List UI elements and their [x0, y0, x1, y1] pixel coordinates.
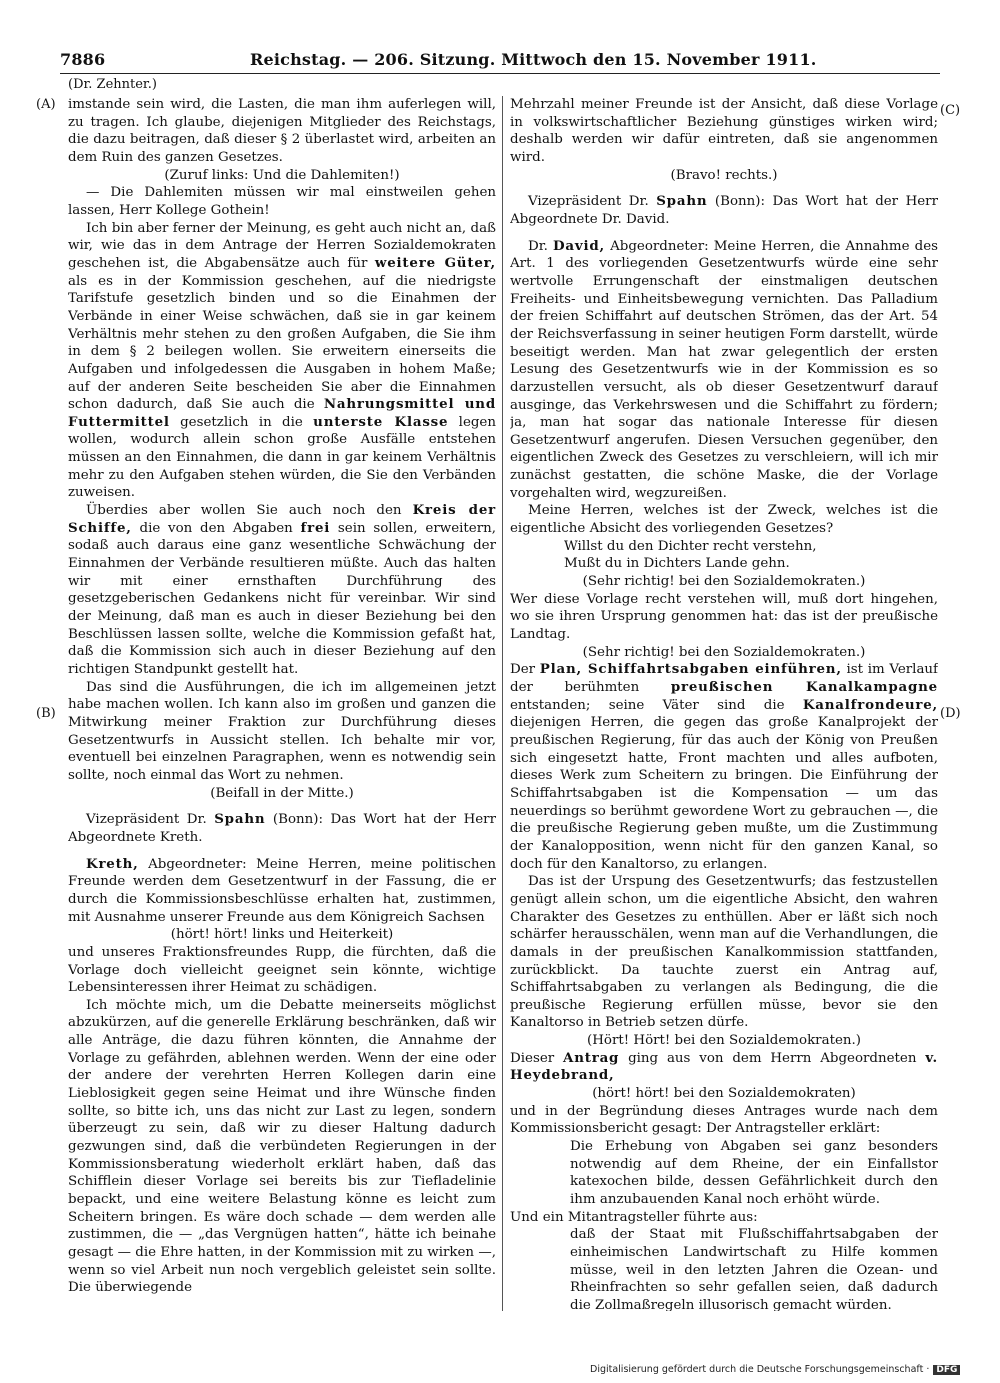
emphasis: preußischen Kanalkampagne	[670, 679, 938, 695]
speaker-name: Spahn	[656, 193, 708, 210]
verse-line: Willst du den Dichter recht verstehn,	[564, 538, 817, 554]
speaker-name: Kreth,	[86, 855, 139, 872]
emphasis: Kanalfrondeure,	[802, 696, 938, 713]
page-number: 7886	[60, 50, 106, 69]
left-column	[68, 96, 496, 1311]
emphasis: v. Heydebrand,	[510, 1049, 938, 1084]
paragraph: Dieser Antrag ging aus von dem Herrn Abgeordneten v. Heydebrand,	[510, 1049, 938, 1084]
speaker-continued: (Dr. Zehnter.)	[68, 77, 157, 92]
interjection: (Beifall in der Mitte.)	[210, 785, 354, 801]
margin-marker-d: (D)	[940, 706, 961, 721]
footer-credit	[590, 1364, 958, 1380]
emphasis: Nahrungsmittel und Futtermittel	[68, 396, 496, 430]
paragraph: imstande sein wird, die Lasten, die man ihm auferlegen will, zu tragen. Ich glaube, diejenigen Mitglieder des Reichstags, die dazu beitragen, daß dieser § 2 überlastet wird, arbeiten an dem Ruin des ganzen Gesetzes.	[68, 97, 496, 165]
verse-line: Mußt du in Dichters Lande gehn.	[564, 556, 790, 572]
margin-marker-c: (C)	[940, 103, 961, 118]
paragraph: Der Plan, Schiffahrtsabgaben einführen, ist im Verlauf der berühmten preußischen Kanalkampagne entstanden; seine Väter sind die Kanalfrondeure, diejenigen Herren, die gegen das große Kanalprojekt der preußischen Regierung, für das auch der König von Preußen sich eingesetzt hatte, Front machten und alles aufboten, dieses Werk zum Scheitern zu bringen. Die Einführung der Schiffahrtsabgaben ist die Kompensation — um das neuerdings so berühmt gewordene Wort zu gebrauchen —, die die preußische Regierung geben mußte, um die Zustimmung der Kanalopposition, wenn nicht für den ganzen Kanal, so doch für den Kanaltorso, zu erlangen.	[510, 661, 938, 872]
interjection: (Hört! Hört! bei den Sozialdemokraten.)	[587, 1033, 861, 1049]
speaker-name: Spahn	[214, 811, 266, 828]
header-rule	[60, 73, 940, 74]
column-divider	[502, 96, 503, 1311]
paragraph: Und ein Mitantragsteller führte aus:	[510, 1209, 758, 1225]
paragraph: Das sind die Ausführungen, die ich im allgemeinen jetzt habe machen wollen. Ich kann also im großen und ganzen die Mitwirkung meiner Fraktion zur Durchführung dieses Gesetzentwurfs in Aussicht stellen. Ich behalte mir vor, eventuell bei einzelnen Paragraphen, wenn es notwendig sein sollte, noch einmal das Wort zu nehmen.	[68, 679, 496, 783]
interjection: (Zuruf links: Und die Dahlemiten!)	[164, 167, 400, 183]
paragraph: Ich möchte mich, um die Debatte meinerseits möglichst abzukürzen, auf die generelle Erklärung beschränken, daß wir alle Anträge, die dazu führen könnten, die Annahme der Vorlage zu gefährden, ablehnen werden. Wenn der eine oder der andere der verehrten Herren Kollegen darin eine Lieblosigkeit gegen seine Heimat und ihre Wünsche finden sollte, so bitte ich, uns das nicht zur Last zu legen, sondern überzeugt zu sein, daß wir zu dieser Haltung dadurch gezwungen sind, daß die verbündeten Regierungen in der Kommissionsberatung wiederholt erklärt haben, daß das Schifflein dieser Vorlage sei bereits bis zur Tiefladelinie bepackt, und eine weitere Belastung könne es leicht zum Scheitern bringen. Es wäre doch schade — dem werden alle zustimmen, die — „das Vergnügen hatten“, hätte ich beinahe gesagt — die Ehre hatten, in der Kommission mit zu wirken —, wenn so viel Arbeit nun noch vergeblich geleistet sein sollte. Die überwiegende	[68, 997, 496, 1296]
emphasis: Kreis der Schiffe,	[68, 502, 496, 536]
paragraph: Meine Herren, welches ist der Zweck, welches ist die eigentliche Absicht des vorliegenden Gesetzes?	[510, 503, 938, 537]
interjection: (hört! hört! links und Heiterkeit)	[170, 927, 394, 943]
right-column	[510, 96, 938, 1311]
emphasis: unterste Klasse	[313, 413, 449, 430]
paragraph: — Die Dahlemiten müssen wir mal einstweilen gehen lassen, Herr Kollege Gothein!	[68, 185, 496, 218]
interjection: (Sehr richtig! bei den Sozialdemokraten.)	[582, 644, 866, 660]
emphasis: weitere Güter,	[374, 254, 496, 271]
paragraph: und unseres Fraktionsfreundes Rupp, die fürchten, daß die Vorlage doch vielleicht geeignet sein könnte, wichtige Lebensinteressen ihrer Heimat zu schädigen.	[68, 944, 496, 996]
header-title: Reichstag. — 206. Sitzung. Mittwoch den 15. November 1911.	[250, 50, 817, 69]
paragraph: Ich bin aber ferner der Meinung, es geht auch nicht an, daß wir, wie das in dem Antrage der Herren Sozialdemokraten geschehen ist, die Abgabensätze auch für weitere Güter, als es in der Kommission geschehen, auf die niedrigste Tarifstufe gesetzlich binden und so die Einahmen der Verbände in einer Weise schwächen, daß sie in gar keinem Verhältnis mehr stehen zu den großen Aufgaben, die Sie ihm in dem § 2 beilegen wollen. Sie erweitern einerseits die Aufgaben und infolgedessen die Ausgaben in hohem Maße; auf der anderen Seite bescheiden Sie aber die Einnahmen schon dadurch, daß Sie auch die Nahrungsmittel und Futtermittel gesetzlich in die unterste Klasse legen wollen, wodurch allein schon große Ausfälle entstehen müssen an den Einnahmen, die dann in gar keinem Verhältnis mehr zu den Aufgaben stehen würden, die Sie den Verbänden zuweisen.	[68, 220, 496, 501]
emphasis: frei	[300, 519, 331, 536]
speaker-name: David,	[553, 237, 605, 254]
emphasis: Antrag	[563, 1049, 620, 1066]
paragraph: Wer diese Vorlage recht verstehen will, muß dort hingehen, wo sie ihren Ursprung genommen hat: das ist der preußische Landtag.	[510, 591, 938, 643]
dfg-logo: DFG	[933, 1365, 960, 1375]
emphasis: Plan, Schiffahrtsabgaben einführen,	[539, 661, 842, 678]
paragraph: Vizepräsident Dr. Spahn (Bonn): Das Wort hat der Herr Abgeordnete Dr. David.	[510, 193, 938, 227]
paragraph: Dr. David, Abgeordneter: Meine Herren, die Annahme des Art. 1 des vorliegenden Gesetzentwurfs würde eine sehr wertvolle Errungenschaft der einstmaligen deutschen Freiheits- und Einheitsbewegung vernichten. Das Palladium der freien Schiffahrt auf deutschen Strömen, das der Art. 54 der Reichsverfassung in seiner heutigen Form darstellt, würde beseitigt werden. Man hat zwar gelegentlich der ersten Lesung des Gesetzentwurfs wie in der Kommission es so darzustellen versucht, als ob dieser Gesetzentwurf darauf ausginge, das Verkehrswesen und die Schiffahrt zu fördern; ja, man hat sogar das nationale Interesse für diesen Gesetzentwurf angerufen. Diesen Versuchen gegenüber, den eigentlichen Zweck des Gesetzes zu verschleiern, will ich mir zunächst gestatten, die schöne Maske, die der Vorlage vorgehalten wird, wegzureißen.	[510, 237, 938, 501]
interjection: (Bravo! rechts.)	[670, 167, 778, 183]
interjection: (hört! hört! bei den Sozialdemokraten)	[592, 1086, 856, 1102]
page-header	[60, 50, 940, 72]
paragraph: Kreth, Abgeordneter: Meine Herren, meine politischen Freunde werden dem Gesetzentwurf in der Fassung, die er durch die Kommissionsbeschlüsse erhalten hat, zustimmen, mit Ausnahme unserer Freunde aus dem Königreich Sachsen	[68, 855, 496, 925]
paragraph: und in der Begründung dieses Antrages wurde nach dem Kommissionsbericht gesagt: Der Antragsteller erklärt:	[510, 1103, 938, 1137]
paragraph: Das ist der Urspung des Gesetzentwurfs; das festzustellen genügt allein schon, um die eigentliche Absicht, den wahren Charakter des Gesetzes zu enthüllen. Aber er läßt sich noch schärfer herausschälen, wenn man auf die Verhandlungen, die damals in der preußischen Kanalkommission stattfanden, zurückblickt. Da tauchte zuerst ein Antrag auf, Schiffahrtsabgaben zu verlangen als Bedingung, die die preußische Regierung erfüllen müsse, bevor sie den Kanaltorso in Betrieb setzen dürfe.	[510, 874, 938, 1031]
paragraph: Überdies aber wollen Sie auch noch den Kreis der Schiffe, die von den Abgaben frei sein sollen, erweitern, sodaß auch daraus eine ganz wesentliche Schwächung der Einnahmen der Verbände resultieren müßte. Auch das halten wir mit einer ernsthaften Durchführung des gesetzgeberischen Gedankens nicht für vereinbar. Wir sind der Meinung, daß man es auch in dieser Beziehung bei den Beschlüssen lassen sollte, welche die Kommission gefaßt hat, daß die Kommission sich auch in dieser Beziehung auf den richtigen Standpunkt gestellt hat.	[68, 502, 496, 677]
footer-text: Digitalisierung gefördert durch die Deutsche Forschungsgemeinschaft ·	[590, 1364, 930, 1375]
margin-marker-b: (B)	[36, 706, 56, 721]
quotation: Die Erhebung von Abgaben sei ganz besonders notwendig auf dem Rheine, der ein Einfallstor katexochen bilde, dessen Gefährlichkeit durch den ihm anzubauenden Kanal noch erhöht würde.	[570, 1139, 938, 1208]
quotation: daß der Staat mit Flußschiffahrtsabgaben der einheimischen Landwirtschaft zu Hilfe kommen müsse, weil in den letzten Jahren die Ozean- und Rheinfrachten so sehr gefallen seien, daß dadurch die Zollmaßregeln illusorisch gemacht würden.	[570, 1227, 938, 1311]
paragraph: Mehrzahl meiner Freunde ist der Ansicht, daß diese Vorlage in volkswirtschaftlicher Beziehung günstiges wirken wird; deshalb werden wir dafür eintreten, daß sie angenommen wird.	[510, 97, 938, 165]
margin-marker-a: (A)	[36, 97, 56, 112]
paragraph: Vizepräsident Dr. Spahn (Bonn): Das Wort hat der Herr Abgeordnete Kreth.	[68, 811, 496, 845]
interjection: (Sehr richtig! bei den Sozialdemokraten.)	[582, 574, 866, 590]
